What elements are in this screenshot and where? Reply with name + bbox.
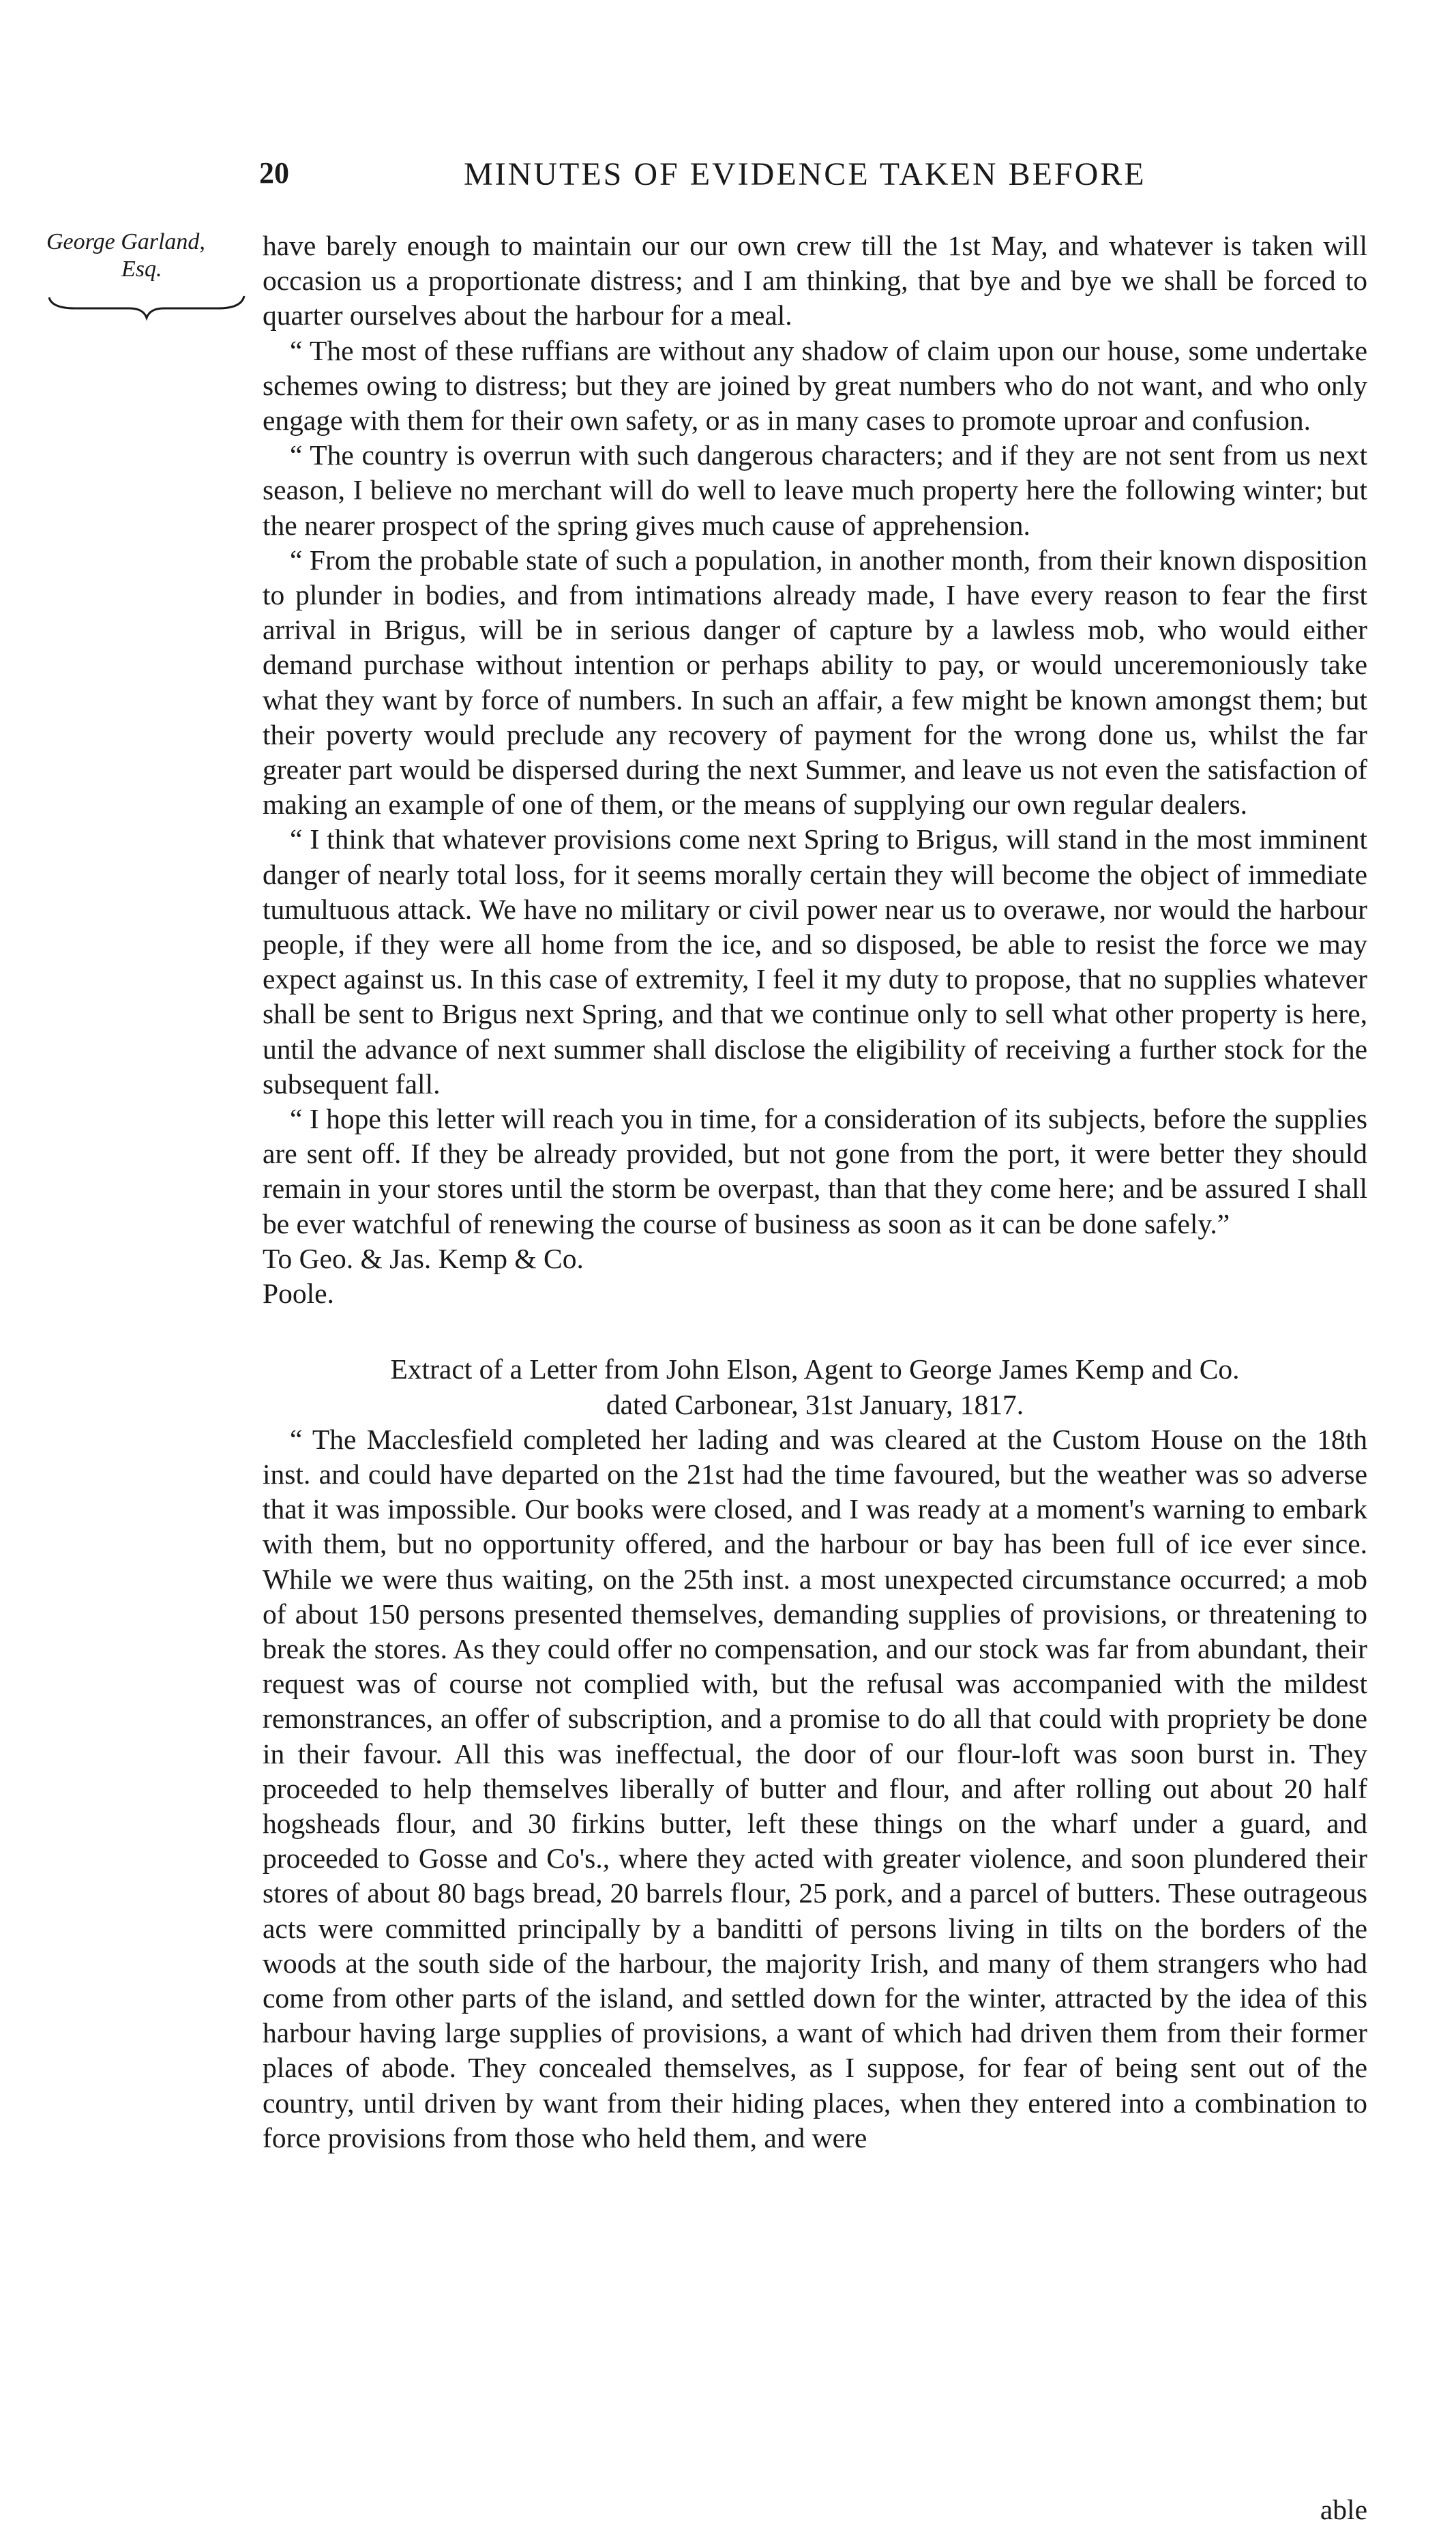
sidenote-title: Esq.: [121, 256, 162, 282]
extract-body: “ The Macclesfield completed her lading and was cleared at the Custom House on the 18th inst. and could have departed on the 21st had the time favoured, but the weather was so adverse that it was impossible. Our books were closed, and I was ready at a moment's warning to embark with them, but no opportunity offered, and the harbour or bay has been full of ice ever since. While we were thus waiting, on the 25th inst. a most unexpected circumstance occurred; a mob of about 150 persons presented themselves, demanding supplies of provisions, or threatening to break the stores. As they could offer no compensation, and our stock was far from abundant, their request was of course not complied with, but the refusal was accompanied with the mildest remonstrances, an offer of subscription, and a promise to do all that could with propriety be done in their favour. All this was ineffectual, the door of our flour-loft was soon burst in. They proceeded to help themselves liberally of butter and flour, and after rolling out about 20 half hogsheads flour, and 30 firkins butter, left these things on the wharf under a guard, and proceeded to Gosse and Co's., where they acted with greater violence, and soon plundered their stores of about 80 bags bread, 20 barrels flour, 25 pork, and a parcel of butters. These outrageous acts were committed principally by a banditti of persons living in tilts on the borders of the woods at the south side of the harbour, the majority Irish, and many of them strangers who had come from other parts of the island, and settled down for the winter, attracted by the idea of this harbour having large supplies of provisions, a want of which had driven them from their former places of abode. They concealed themselves, as I suppose, for fear of being sent out of the country, until driven by want from their hiding places, when they entered into a combination to force provisions from those who held them, and were: [263, 1423, 1367, 2154]
paragraph-2: “ The most of these ruffians are without any shadow of claim upon our house, some undertake schemes owing to distress; but they are joined by great numbers who do not want, and who only engage with them for their own safety, or as in many cases to promote uproar and confusion.: [263, 334, 1367, 437]
paragraph-4: “ From the probable state of such a population, in another month, from their known disposition to plunder in bodies, and from intimations already made, I have every reason to fear the first arrival in Brigus, will be in serious danger of capture by a lawless mob, who would either demand purchase without intention or perhaps ability to pay, or would unceremoniously take what they want by force of numbers. In such an affair, a few might be known amongst them; but their poverty would preclude any recovery of payment for the wrong done us, whilst the far greater part would be dispersed during the next Summer, and leave us not even the satisfaction of making an example of one of them, or the means of supplying our own regular dealers.: [263, 544, 1367, 821]
extract-heading: Extract of a Letter from John Elson, Agent to George James Kemp and Co.: [390, 1353, 1240, 1385]
paragraph-1: have barely enough to maintain our our own crew till the 1st May, and whatever is taken will occasion us a proportionate distress; and I am thinking, that bye and bye we shall be forced to quarter ourselves about the harbour for a meal.: [263, 230, 1367, 332]
sidenote-brace: [48, 293, 246, 321]
page-number: 20: [259, 156, 289, 190]
paragraph-6: “ I hope this letter will reach you in time, for a consideration of its subjects, before the supplies are sent off. If they be already provided, but not gone from the port, it were better they should remain in your stores until the storm be overpast, than that they come here; and be assured I shall be ever watchful of renewing the course of business as soon as it can be done safely.”: [263, 1103, 1367, 1239]
extract-date: dated Carbonear, 31st January, 1817.: [606, 1388, 1024, 1420]
paragraph-3: “ The country is overrun with such dangerous characters; and if they are not sent from us next season, I believe no merchant will do well to leave much property here the following winter; but the nearer prospect of the spring gives much cause of apprehension.: [263, 439, 1367, 541]
body-text: [263, 229, 1367, 2156]
paragraph-5: “ I think that whatever provisions come next Spring to Brigus, will stand in the most imminent danger of nearly total loss, for it seems morally certain they will become the object of immediate tumultuous attack. We have no military or civil power near us to overawe, nor would the harbour people, if they were all home from the ice, and so disposed, be able to resist the force we may expect against us. In this case of extremity, I feel it my duty to propose, that no supplies whatever shall be sent to Brigus next Spring, and that we continue only to sell what other property is here, until the advance of next summer shall disclose the eligibility of receiving a further stock for the subsequent fall.: [263, 823, 1367, 1100]
page-header: [259, 156, 1364, 203]
addressee-line-1: To Geo. & Jas. Kemp & Co.: [263, 1242, 584, 1274]
sidenote-name: George Garland,: [46, 229, 205, 254]
addressee-line-2: Poole.: [263, 1278, 334, 1310]
margin-sidenote: [46, 229, 251, 283]
catchword: able: [1320, 2494, 1367, 2525]
running-title: MINUTES OF EVIDENCE TAKEN BEFORE: [464, 156, 1146, 192]
